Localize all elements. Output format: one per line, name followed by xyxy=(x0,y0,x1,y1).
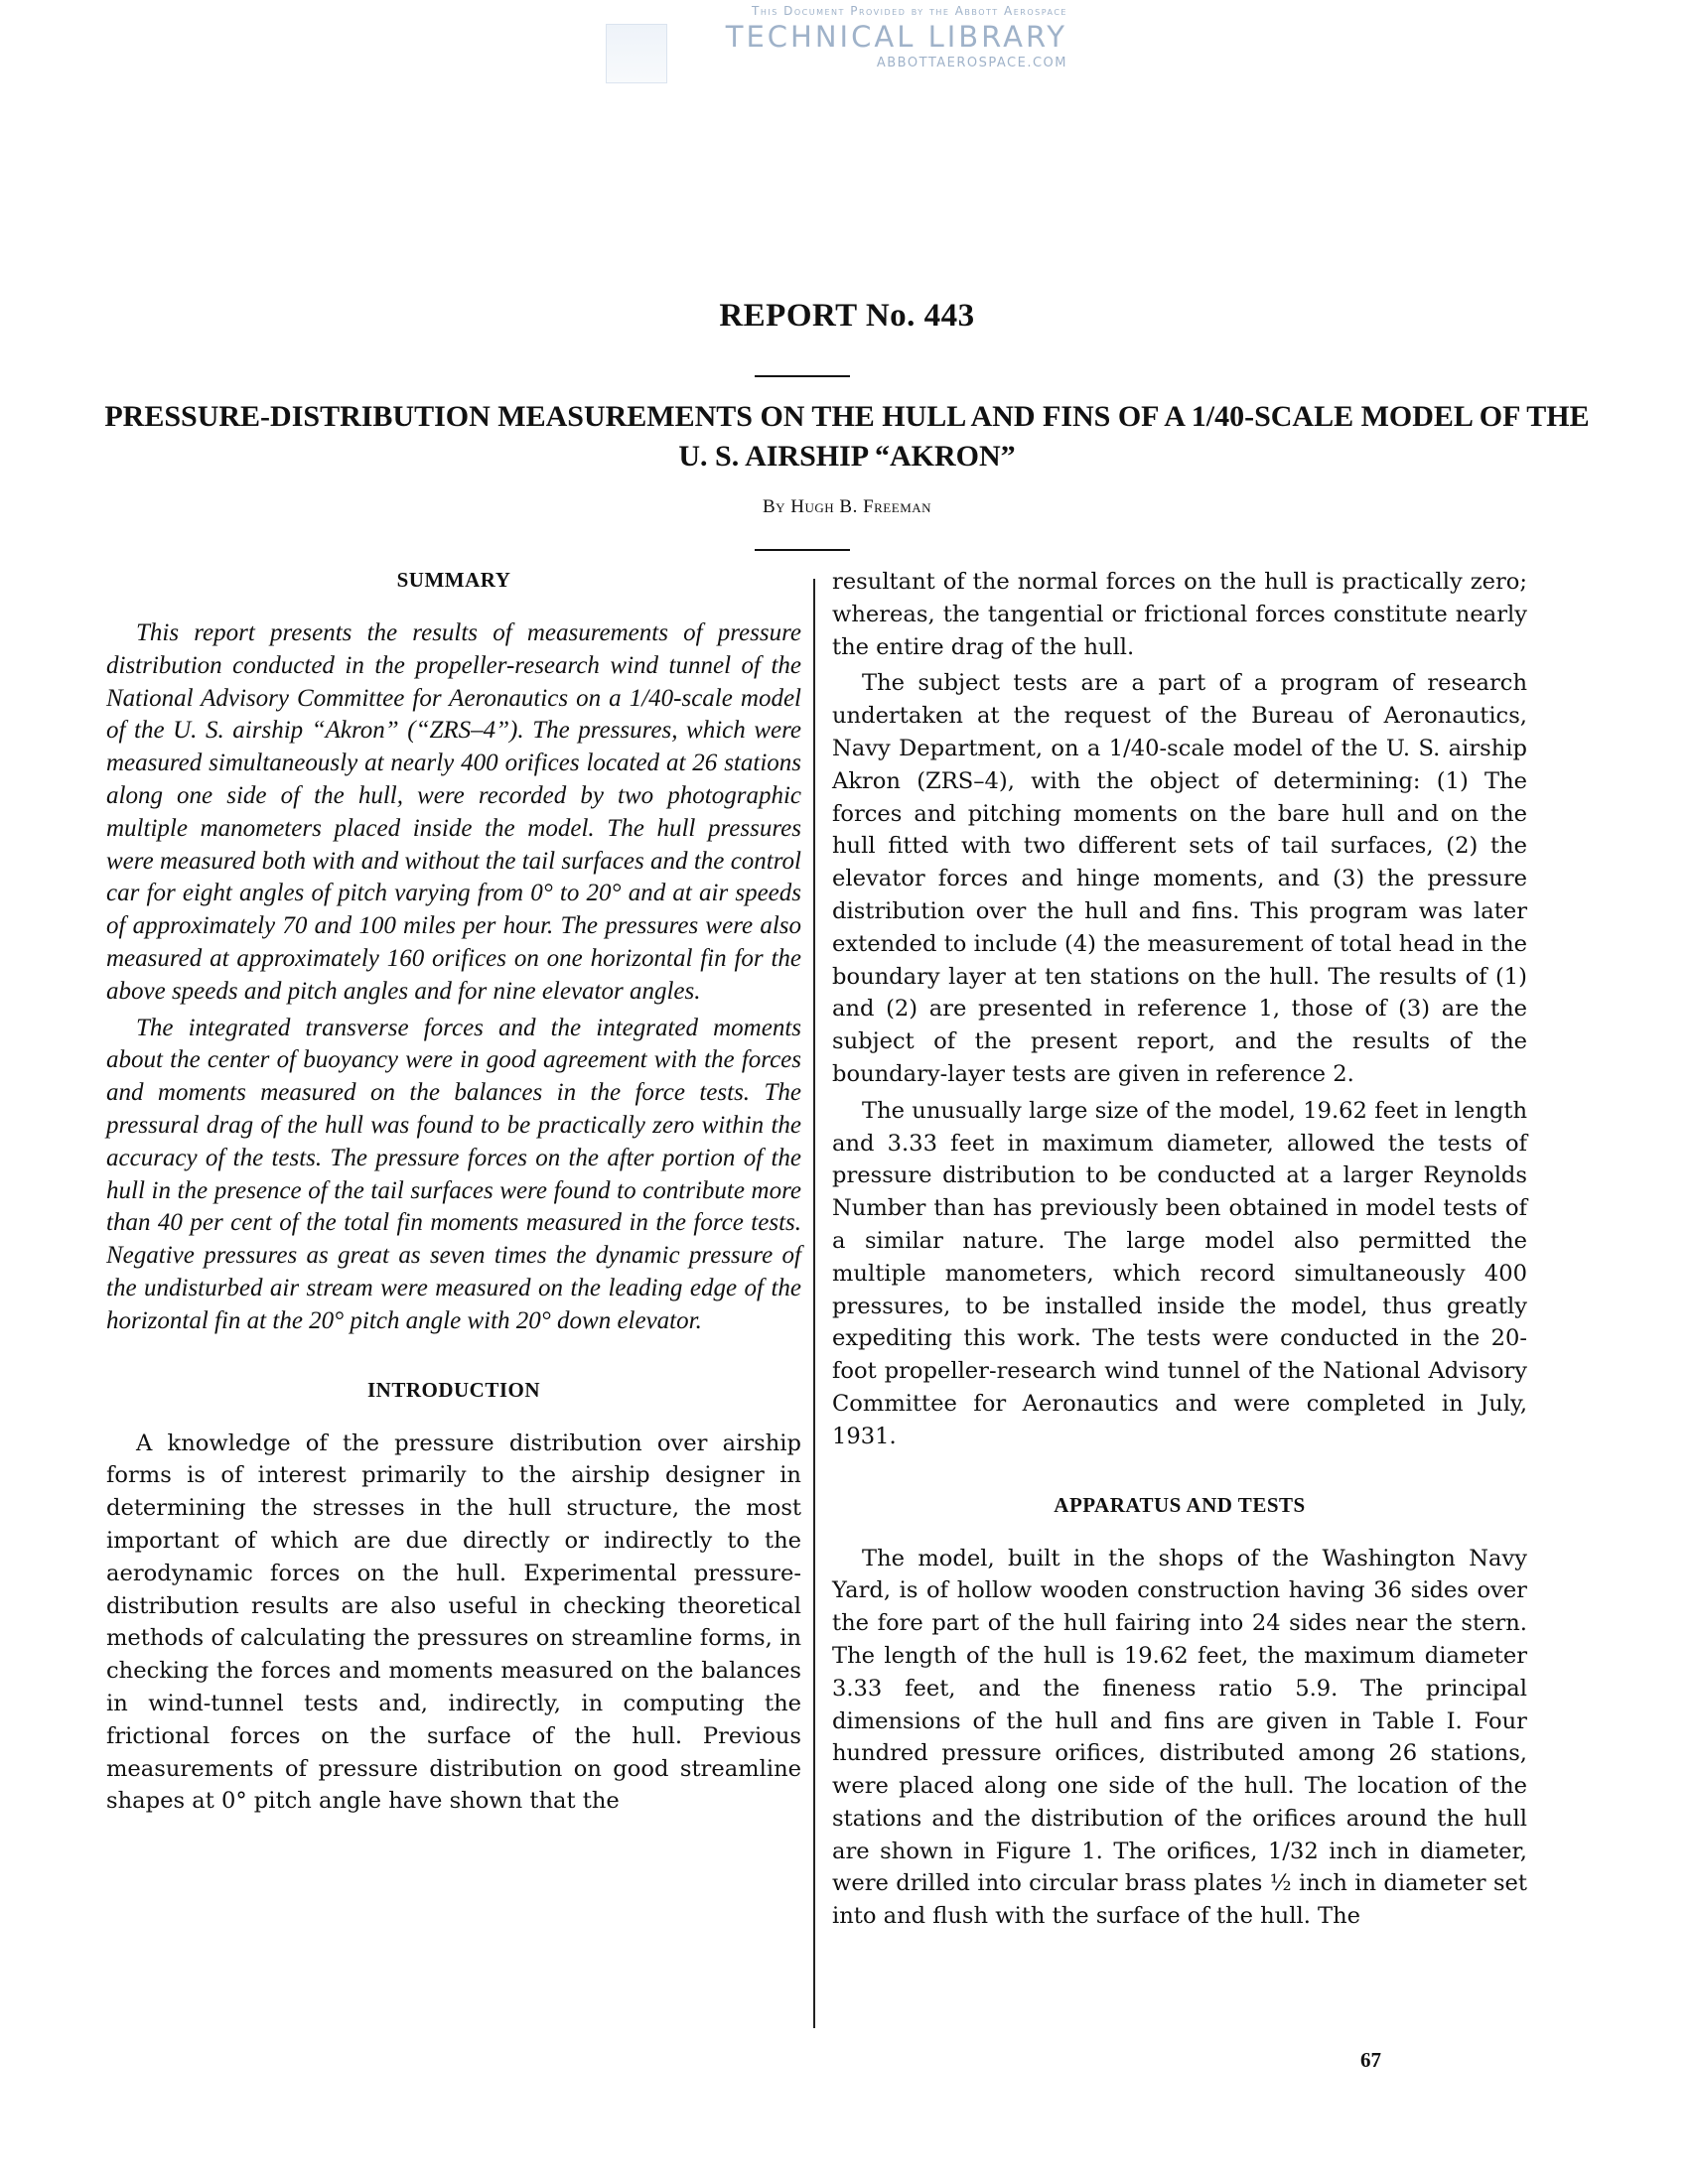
watermark-provided-by: This Document Provided by the Abbott Aerospace xyxy=(752,4,1067,18)
right-column xyxy=(832,566,1527,1937)
paper-title: PRESSURE-DISTRIBUTION MEASUREMENTS ON THE HULL AND FINS OF A 1/40-SCALE MODEL OF THE U. S. AIRSHIP “AKRON” xyxy=(104,400,1590,473)
introduction-heading: INTRODUCTION xyxy=(366,1377,541,1402)
left-column xyxy=(106,566,801,1822)
apparatus-paragraph: The model, built in the shops of the Washington Navy Yard, is of hollow wooden construction having 36 sides over the fore part of the hull fairing into 24 sides near the stern. The length of the hull is 19.62 feet, the maximum diameter 3.33 feet, and the fineness ratio 5.9. The principal dimensions of the hull and fins are given in Table I. Four hundred pressure orifices, distributed among 26 stations, were placed along one side of the hull. The location of the stations and the distribution of the orifices around the hull are shown in Figure 1. The orifices, 1/32 inch in diameter, were drilled into circular brass plates ½ inch in diameter set into and flush with the surface of the hull. The xyxy=(832,1545,1527,1930)
column-divider xyxy=(813,579,815,2028)
introduction-paragraph: A knowledge of the pressure distribution over airship forms is of interest primarily to the airship designer in determining the stresses in the hull structure, the most important of which are due directly or indirectly to the aerodynamic forces on the hull. Experimental pressure-distribution results are also useful in checking theoretical methods of calculating the pressures on streamline forms, in checking the forces and moments measured on the balances in wind-tunnel tests and, indirectly, in computing the frictional forces on the surface of the hull. Previous measurements of pressure distribution on good streamline shapes at 0° pitch angle have shown that the xyxy=(106,1430,801,1815)
summary-paragraph: The integrated transverse forces and the integrated moments about the center of buoyancy were in good agreement with the forces and moments measured on the balances in the force tests. The pressural drag of the hull was found to be practically zero within the accuracy of the tests. The pressure forces on the after portion of the hull in the presence of the tail surfaces were found to contribute more than 40 per cent of the total fin moments measured in the force tests. Negative pressures as great as seven times the dynamic pressure of the undisturbed air stream were measured on the leading edge of the horizontal fin at the 20° pitch angle with 20° down elevator. xyxy=(106,1014,801,1334)
title-rule-bottom xyxy=(755,549,850,551)
summary-paragraph: This report presents the results of measurements of pressure distribution conducted in the propeller-research wind tunnel of the National Advisory Committee for Aeronautics on a 1/40-scale model of the U. S. airship “Akron” (“ZRS–4”). The pressures, which were measured simultaneously at nearly 400 orifices located at 26 stations along one side of the hull, were recorded by two photographic multiple manometers placed inside the model. The hull pressures were measured both with and without the tail surfaces and the control car for eight angles of pitch varying from 0° to 20° and at air speeds of approximately 70 and 100 miles per hour. The pressures were also measured at approximately 160 orifices on one horizontal fin for the above speeds and pitch angles and for nine elevator angles. xyxy=(106,619,801,1005)
summary-heading: SUMMARY xyxy=(396,568,511,592)
body-paragraph: The unusually large size of the model, 19.62 feet in length and 3.33 feet in maximum diameter, allowed the tests of pressure distribution to be conducted at a larger Reynolds Number than has previously been obtained in model tests of a similar nature. The large model also permitted the multiple manometers, which record simultaneously 400 pressures, to be installed inside the model, thus greatly expediting this work. The tests were conducted in the 20-foot propeller-research wind tunnel of the National Advisory Committee for Aeronautics and were completed in July, 1931. xyxy=(832,1097,1527,1449)
watermark-url: ABBOTTAEROSPACE.COM xyxy=(876,56,1067,70)
watermark-library-name: TECHNICAL LIBRARY xyxy=(725,20,1067,54)
watermark-logo xyxy=(596,4,1092,83)
continued-paragraph: resultant of the normal forces on the hull is practically zero; whereas, the tangential or frictional forces constitute nearly the entire drag of the hull. xyxy=(832,569,1527,660)
apparatus-heading: APPARATUS AND TESTS xyxy=(1054,1492,1306,1517)
report-number: REPORT No. 443 xyxy=(719,298,975,334)
author-byline: By Hugh B. Freeman xyxy=(762,496,932,517)
page-number: 67 xyxy=(1360,2048,1381,2072)
title-rule-top xyxy=(755,375,850,377)
body-paragraph: The subject tests are a part of a program of research undertaken at the request of the Bureau of Aeronautics, Navy Department, on a 1/40-scale model of the U. S. airship Akron (ZRS–4), with the object of determining: (1) The forces and pitching moments on the bare hull and on the hull fitted with two different sets of tail surfaces, (2) the elevator forces and hinge moments, and (3) the pressure distribution over the hull and fins. This program was later extended to include (4) the measurement of total head in the boundary layer at ten stations on the hull. The results of (1) and (2) are presented in reference 1, those of (3) are the subject of the present report, and the results of the boundary-layer tests are given in reference 2. xyxy=(832,670,1527,1087)
